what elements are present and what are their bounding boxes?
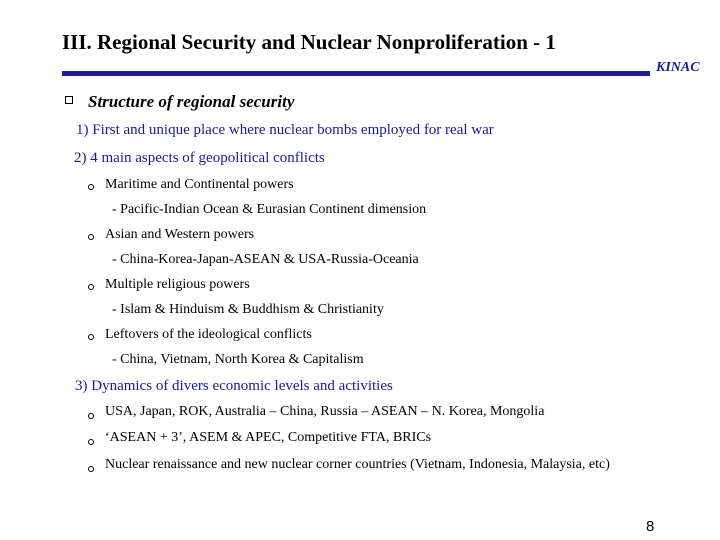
economic-item: ‘ASEAN + 3’, ASEM & APEC, Competitive FTA, BRICs [105,430,432,445]
aspect-detail: - Islam & Hinduism & Buddhism & Christianity [112,302,384,317]
brand-logo: KINAC [656,60,700,75]
aspect-detail: - China, Vietnam, North Korea & Capitalism [112,352,364,367]
point-1: 1) First and unique place where nuclear bombs employed for real war [76,122,494,138]
aspect-detail: - China-Korea-Japan-ASEAN & USA-Russia-Oceania [112,252,419,267]
economic-item: USA, Japan, ROK, Australia – China, Russia – ASEAN – N. Korea, Mongolia [105,404,545,419]
point-3-label: 3) Dynamics of divers economic levels and activities [75,378,393,394]
aspect-item: Maritime and Continental powers [105,177,294,192]
square-bullet-icon [65,96,73,104]
circle-bullet-icon [88,334,94,340]
point-2-label: 2) 4 main aspects of geopolitical conflicts [74,150,325,166]
circle-bullet-icon [88,466,94,472]
aspect-item: Asian and Western powers [105,227,255,242]
aspect-item: Multiple religious powers [105,277,250,292]
title-underline [62,71,650,76]
economic-item: Nuclear renaissance and new nuclear corner countries (Vietnam, Indonesia, Malaysia, etc) [105,457,610,472]
page-number: 8 [646,518,655,535]
slide-title: III. Regional Security and Nuclear Nonproliferation - 1 [62,30,556,54]
circle-bullet-icon [88,413,94,419]
circle-bullet-icon [88,234,94,240]
circle-bullet-icon [88,439,94,445]
circle-bullet-icon [88,184,94,190]
section-heading: Structure of regional security [88,92,295,111]
aspect-item: Leftovers of the ideological conflicts [105,327,312,342]
aspect-detail: - Pacific-Indian Ocean & Eurasian Continent dimension [112,202,427,217]
circle-bullet-icon [88,284,94,290]
